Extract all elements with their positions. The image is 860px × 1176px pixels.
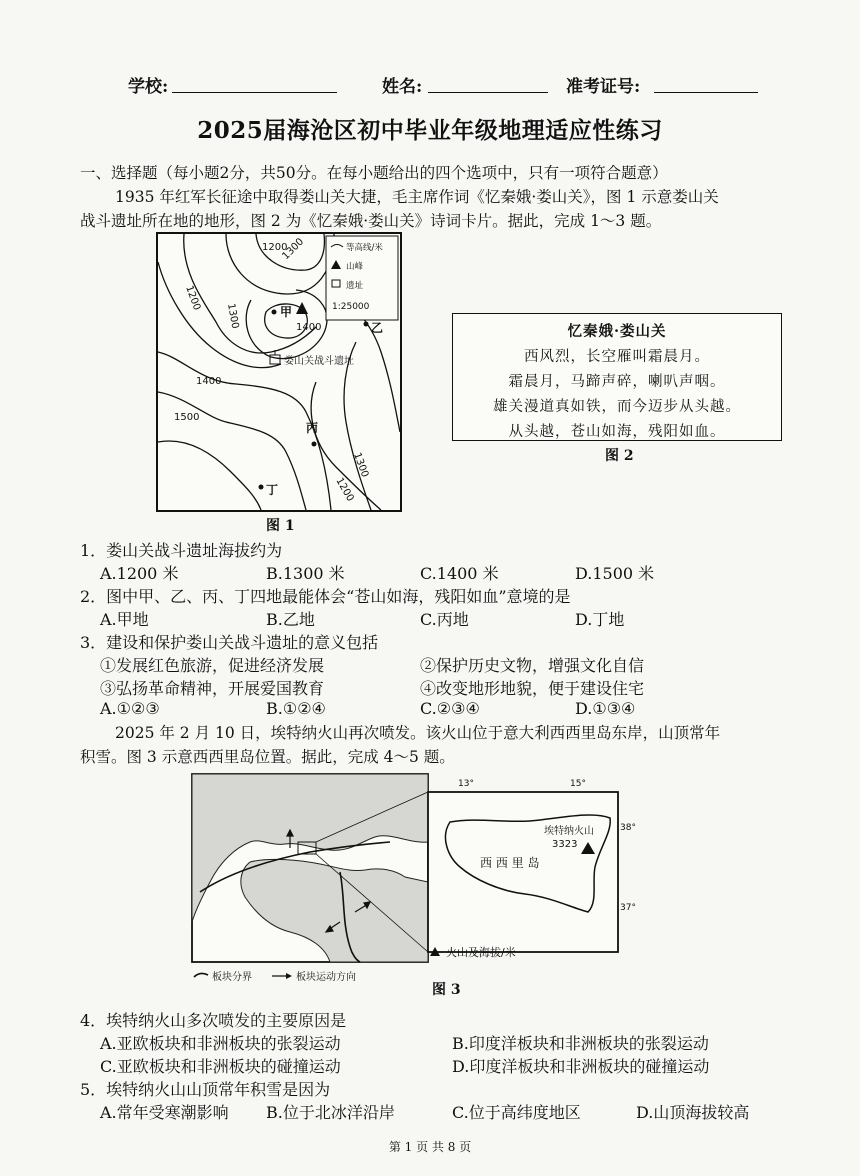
intro2-line1: 2025 年 2 月 10 日，埃特纳火山再次喷发。该火山位于意大利西西里岛东岸，山顶常年 bbox=[115, 724, 721, 742]
contour-label: 1200 bbox=[333, 476, 356, 504]
contour-label: 1400 bbox=[296, 322, 322, 333]
q2-option-a[interactable]: A.甲地 bbox=[100, 610, 149, 629]
legend-site: 遗址 bbox=[346, 281, 364, 291]
page-footer: 第 1 页 共 8 页 bbox=[388, 1140, 472, 1154]
question-2-stem: 2．图中甲、乙、丙、丁四地最能体会“苍山如海，残阳如血”意境的是 bbox=[80, 587, 571, 606]
q1-option-b[interactable]: B.1300 米 bbox=[266, 564, 345, 583]
q2-option-c[interactable]: C.丙地 bbox=[420, 610, 469, 629]
q3-item-3: ③弘扬革命精神，开展爱国教育 bbox=[100, 679, 325, 698]
poem-title: 忆秦娥·娄山关 bbox=[567, 323, 667, 340]
q1-option-c[interactable]: C.1400 米 bbox=[420, 564, 499, 583]
poem-line: 从头越，苍山如海，残阳如血。 bbox=[508, 424, 726, 440]
q1-option-d[interactable]: D.1500 米 bbox=[575, 564, 655, 583]
legend-scale: 1:25000 bbox=[332, 302, 370, 312]
island-name: 西 西 里 岛 bbox=[480, 856, 540, 870]
place-yi: 乙 bbox=[371, 321, 384, 335]
contour-label: 1200 bbox=[183, 284, 203, 312]
q3-option-a[interactable]: A.①②③ bbox=[100, 699, 160, 718]
q2-option-d[interactable]: D.丁地 bbox=[575, 610, 625, 629]
figure1-contour-map bbox=[156, 232, 402, 512]
legend-volcano: 火山及海拔/米 bbox=[446, 946, 516, 959]
contour-label: 1200 bbox=[262, 242, 288, 253]
school-field[interactable] bbox=[172, 92, 337, 93]
question-3-stem: 3．建设和保护娄山关战斗遗址的意义包括 bbox=[80, 633, 379, 652]
figure3-caption: 图 3 bbox=[432, 982, 461, 998]
question-1-stem: 1．娄山关战斗遗址海拔约为 bbox=[80, 541, 283, 560]
question-5-stem: 5．埃特纳火山山顶常年积雪是因为 bbox=[80, 1080, 331, 1099]
intro1-line1: 1935 年红军长征途中取得娄山关大捷，毛主席作词《忆秦娥·娄山关》，图 1 示意娄山关 bbox=[115, 188, 719, 206]
q3-option-b[interactable]: B.①②④ bbox=[266, 699, 326, 718]
intro1-line2: 战斗遗址所在地的地形，图 2 为《忆秦娥·娄山关》诗词卡片。据此，完成 1～3 题。 bbox=[80, 212, 662, 230]
figure2-caption: 图 2 bbox=[605, 448, 634, 464]
contour-label: 1300 bbox=[351, 451, 371, 479]
legend-direction: 板块运动方向 bbox=[296, 972, 356, 983]
q5-option-a[interactable]: A.常年受寒潮影响 bbox=[100, 1103, 229, 1122]
q5-option-d[interactable]: D.山顶海拔较高 bbox=[636, 1103, 750, 1122]
legend-peak: 山峰 bbox=[346, 262, 364, 272]
q3-option-c[interactable]: C.②③④ bbox=[420, 699, 480, 718]
page-title: 2025届海沧区初中毕业年级地理适应性练习 bbox=[197, 117, 663, 144]
volcano-height: 3323 bbox=[552, 839, 578, 850]
contour-label: 1300 bbox=[225, 302, 241, 330]
question-4-stem: 4．埃特纳火山多次喷发的主要原因是 bbox=[80, 1011, 347, 1030]
q3-item-1: ①发展红色旅游，促进经济发展 bbox=[100, 656, 325, 675]
figure1-caption: 图 1 bbox=[266, 518, 295, 534]
place-ding: 丁 bbox=[266, 483, 279, 497]
school-label: 学校: bbox=[128, 77, 169, 97]
q4-option-b[interactable]: B.印度洋板块和非洲板块的张裂运动 bbox=[452, 1034, 709, 1053]
poem-line: 霜晨月，马蹄声碎，喇叭声咽。 bbox=[508, 374, 726, 390]
q1-option-a[interactable]: A.1200 米 bbox=[100, 564, 179, 583]
section-heading: 一、选择题（每小题2分，共50分。在每小题给出的四个选项中，只有一项符合题意） bbox=[80, 164, 668, 182]
q3-item-4: ④改变地形地貌，便于建设住宅 bbox=[420, 679, 645, 698]
poem-line: 西风烈，长空雁叫霜晨月。 bbox=[524, 349, 710, 365]
name-field[interactable] bbox=[428, 92, 548, 93]
q3-item-2: ②保护历史文物，增强文化自信 bbox=[420, 656, 645, 675]
lat-label: 38° bbox=[620, 823, 636, 833]
exam-id-field[interactable] bbox=[654, 92, 758, 93]
legend-contour: 等高线/米 bbox=[346, 243, 383, 253]
name-label: 姓名: bbox=[382, 77, 423, 97]
lon-label: 15° bbox=[570, 779, 586, 789]
place-jia: 甲 bbox=[280, 305, 293, 319]
legend-boundary: 板块分界 bbox=[212, 972, 252, 983]
q4-option-d[interactable]: D.印度洋板块和非洲板块的碰撞运动 bbox=[452, 1057, 710, 1076]
figure2-poem-card bbox=[452, 313, 782, 441]
q4-option-a[interactable]: A.亚欧板块和非洲板块的张裂运动 bbox=[100, 1034, 341, 1053]
poem-line: 雄关漫道真如铁，而今迈步从头越。 bbox=[493, 399, 741, 415]
lat-label: 37° bbox=[620, 903, 636, 913]
contour-label: 1400 bbox=[196, 376, 222, 387]
figure3-map bbox=[190, 772, 640, 992]
volcano-name: 埃特纳火山 bbox=[544, 826, 594, 837]
lon-label: 13° bbox=[458, 779, 474, 789]
site-label: 娄山关战斗遗址 bbox=[284, 356, 354, 367]
q2-option-b[interactable]: B.乙地 bbox=[266, 610, 315, 629]
boundary-legend-icon bbox=[194, 973, 208, 977]
q5-option-c[interactable]: C.位于高纬度地区 bbox=[452, 1103, 581, 1122]
place-bing: 丙 bbox=[306, 421, 319, 435]
q5-option-b[interactable]: B.位于北冰洋沿岸 bbox=[266, 1103, 395, 1122]
q3-option-d[interactable]: D.①③④ bbox=[575, 699, 636, 718]
intro2-line2: 积雪。图 3 示意西西里岛位置。据此，完成 4～5 题。 bbox=[80, 748, 455, 766]
contour-label: 1500 bbox=[174, 412, 200, 423]
exam-id-label: 准考证号: bbox=[566, 77, 641, 97]
q4-option-c[interactable]: C.亚欧板块和非洲板块的碰撞运动 bbox=[100, 1057, 341, 1076]
contour-label: 1300 bbox=[280, 236, 307, 263]
